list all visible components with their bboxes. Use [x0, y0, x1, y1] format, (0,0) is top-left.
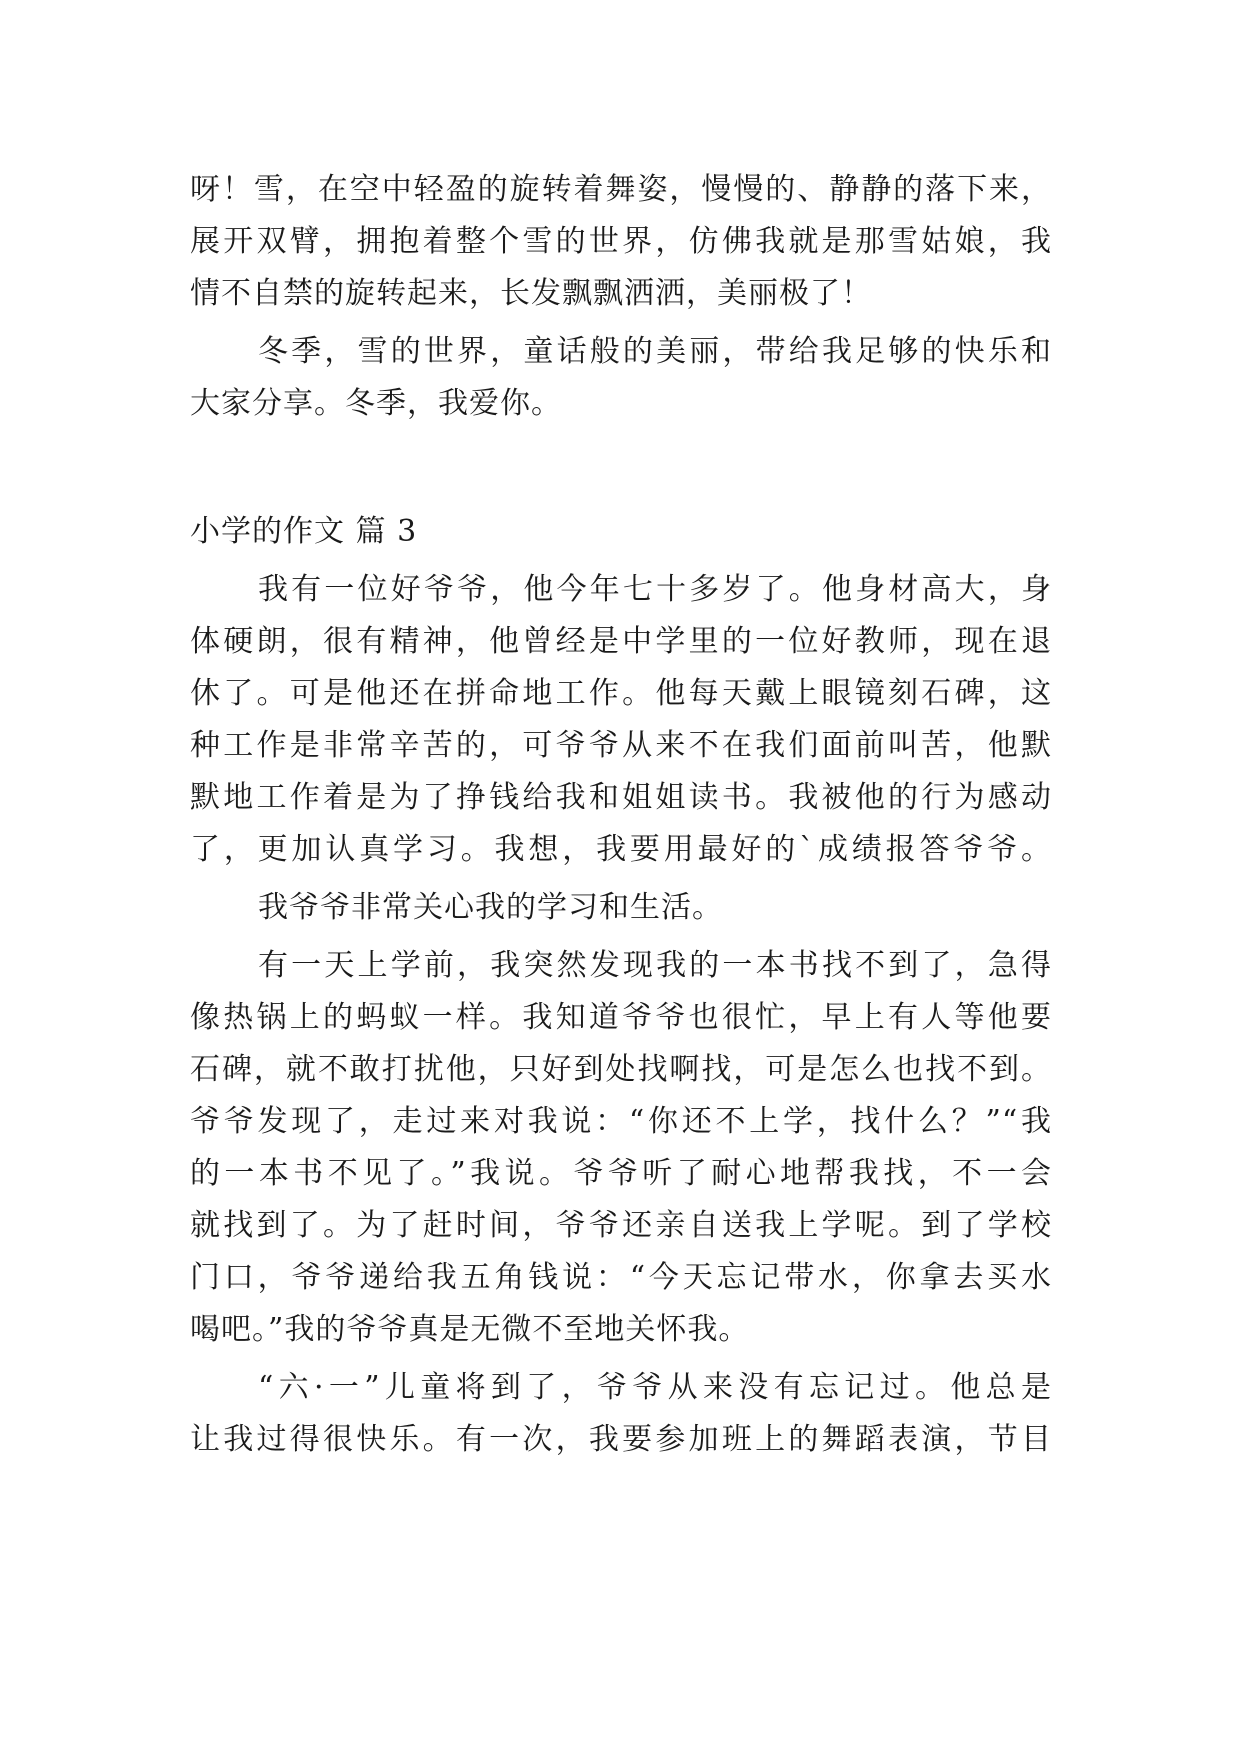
paragraph-5-line-2: 像热锅上的蚂蚁一样。我知道爷爷也很忙，早上有人等他要 — [190, 1000, 1052, 1035]
paragraph-1-line-1: 呀！雪，在空中轻盈的旋转着舞姿，慢慢的、静静的落下来， — [190, 172, 1052, 207]
paragraph-3-line-3: 休了。可是他还在拼命地工作。他每天戴上眼镜刻石碑，这 — [190, 676, 1052, 711]
paragraph-4-line-1: 我爷爷非常关心我的学习和生活。 — [258, 890, 723, 925]
paragraph-2-line-2: 大家分享。冬季，我爱你。 — [190, 386, 562, 421]
paragraph-5-line-6: 就找到了。为了赶时间，爷爷还亲自送我上学呢。到了学校 — [190, 1208, 1052, 1243]
paragraph-3-line-6: 了，更加认真学习。我想，我要用最好的`成绩报答爷爷。 — [190, 832, 1052, 867]
paragraph-5-line-7: 门口，爷爷递给我五角钱说：“今天忘记带水，你拿去买水 — [190, 1260, 1052, 1295]
paragraph-5-line-3: 石碑，就不敢打扰他，只好到处找啊找，可是怎么也找不到。 — [190, 1052, 1052, 1087]
section-heading: 小学的作文 篇 3 — [190, 514, 418, 549]
paragraph-3-line-4: 种工作是非常辛苦的，可爷爷从来不在我们面前叫苦，他默 — [190, 728, 1052, 763]
paragraph-3-line-1: 我有一位好爷爷，他今年七十多岁了。他身材高大，身 — [258, 572, 1052, 607]
paragraph-1-line-3: 情不自禁的旋转起来，长发飘飘洒洒，美丽极了！ — [190, 276, 872, 311]
paragraph-5-line-4: 爷爷发现了，走过来对我说：“你还不上学，找什么？”“我 — [190, 1104, 1052, 1139]
paragraph-3-line-5: 默地工作着是为了挣钱给我和姐姐读书。我被他的行为感动 — [190, 780, 1052, 815]
paragraph-5-line-5: 的一本书不见了。”我说。爷爷听了耐心地帮我找，不一会 — [190, 1156, 1052, 1191]
paragraph-3-line-2: 体硬朗，很有精神，他曾经是中学里的一位好教师，现在退 — [190, 624, 1052, 659]
paragraph-1-line-2: 展开双臂，拥抱着整个雪的世界，仿佛我就是那雪姑娘，我 — [190, 224, 1052, 259]
paragraph-6-line-1: “六·一”儿童将到了，爷爷从来没有忘记过。他总是 — [258, 1370, 1052, 1405]
paragraph-5-line-1: 有一天上学前，我突然发现我的一本书找不到了，急得 — [258, 948, 1052, 983]
paragraph-5-line-8: 喝吧。”我的爷爷真是无微不至地关怀我。 — [190, 1312, 750, 1347]
paragraph-6-line-2: 让我过得很快乐。有一次，我要参加班上的舞蹈表演，节目 — [190, 1422, 1052, 1457]
paragraph-2-line-1: 冬季，雪的世界，童话般的美丽，带给我足够的快乐和 — [258, 334, 1052, 369]
